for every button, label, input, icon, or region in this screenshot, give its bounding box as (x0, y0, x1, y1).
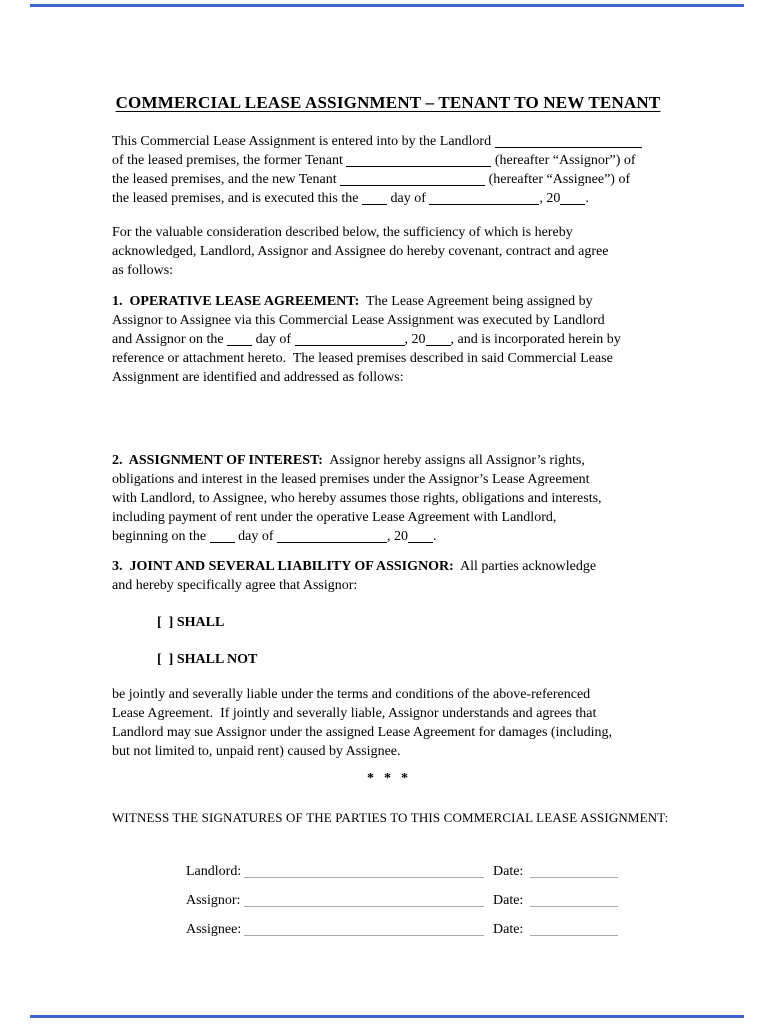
text-line (112, 576, 664, 595)
text-segment: , and is incorporated herein by (450, 332, 621, 347)
text-segment: of the leased premises, the former Tenant (112, 153, 347, 168)
liability-paragraph (112, 685, 664, 761)
assignee-date-line[interactable] (530, 925, 618, 936)
text-segment: , 20 (387, 529, 408, 544)
text-segment: but not limited to, unpaid rent) caused by Assignee. (112, 744, 401, 759)
text-segment: including payment of rent under the operative Lease Agreement with Landlord, (112, 510, 557, 525)
blank-fill-in-field[interactable] (495, 137, 642, 148)
blank-fill-in-field[interactable] (227, 335, 252, 346)
text-segment: Assignor hereby assigns all Assignor’s rights, (322, 453, 585, 468)
section-2-assignment-of-interest (112, 451, 664, 546)
assignee-signature-line[interactable] (244, 925, 484, 936)
date-label: Date: (493, 922, 524, 937)
text-line (112, 261, 664, 280)
section-3-joint-several-liability (112, 557, 664, 595)
text-segment: Landlord may sue Assignor under the assigned Lease Agreement for damages (including, (112, 725, 612, 740)
text-segment: the leased premises, and is executed this the (112, 191, 362, 206)
text-segment: . (585, 191, 589, 206)
witness-statement: WITNESS THE SIGNATURES OF THE PARTIES TO THIS COMMERCIAL LEASE ASSIGNMENT: (112, 810, 669, 825)
text-line (112, 151, 664, 170)
blank-fill-in-field[interactable] (408, 532, 433, 543)
blank-fill-in-field[interactable] (429, 194, 539, 205)
text-line (112, 368, 664, 387)
text-line (112, 349, 664, 368)
text-line (112, 242, 664, 261)
text-line (112, 685, 664, 704)
text-segment: Lease Agreement. If jointly and severally liable, Assignor understands and agrees that (112, 706, 597, 721)
text-line (112, 189, 664, 208)
text-segment: be jointly and severally liable under the terms and conditions of the above-referenced (112, 687, 591, 702)
shall-checkbox-option[interactable]: [ ] SHALL (157, 615, 225, 630)
text-segment: day of (386, 191, 430, 206)
text-segment: day of (234, 529, 277, 544)
text-line (112, 132, 664, 151)
text-segment: obligations and interest in the leased premises under the Assignor’s Lease Agreement (112, 472, 590, 487)
bold-text-segment: 3. JOINT AND SEVERAL LIABILITY OF ASSIGNOR: (112, 559, 454, 574)
blank-fill-in-field[interactable] (560, 194, 585, 205)
text-segment: Assignor to Assignee via this Commercial Lease Assignment was executed by Landlord (112, 313, 605, 328)
text-line (112, 704, 664, 723)
assignor-label: Assignor: (186, 893, 241, 908)
text-segment: (hereafter “Assignee”) of (485, 172, 631, 187)
text-segment: reference or attachment hereto. The leased premises described in said Commercial Lease (112, 351, 613, 366)
blank-fill-in-field[interactable] (210, 532, 235, 543)
text-line (112, 557, 664, 576)
blank-fill-in-field[interactable] (362, 194, 387, 205)
text-line (112, 292, 664, 311)
text-segment: with Landlord, to Assignee, who hereby assumes those rights, obligations and interests, (112, 491, 602, 506)
text-segment: , 20 (539, 191, 561, 206)
blank-fill-in-field[interactable] (426, 335, 451, 346)
text-line (112, 170, 664, 189)
blank-fill-in-field[interactable] (346, 156, 491, 167)
intro-paragraph (112, 132, 664, 208)
text-segment: . (433, 529, 437, 544)
text-line (112, 489, 664, 508)
blank-fill-in-field[interactable] (295, 335, 405, 346)
text-line (112, 223, 664, 242)
date-label: Date: (493, 893, 524, 908)
text-segment: beginning on the (112, 529, 210, 544)
text-segment: day of (252, 332, 295, 347)
text-line (112, 723, 664, 742)
landlord-label: Landlord: (186, 864, 242, 879)
text-segment: This Commercial Lease Assignment is entered into by the Landlord (112, 134, 495, 149)
section-1-operative-lease-agreement (112, 292, 664, 387)
text-line (112, 527, 664, 546)
text-line (112, 470, 664, 489)
text-segment: the leased premises, and the new Tenant (112, 172, 341, 187)
page-edge-marker-bottom (30, 1015, 744, 1018)
date-label: Date: (493, 864, 524, 879)
text-segment: , 20 (404, 332, 426, 347)
text-segment: All parties acknowledge (453, 559, 597, 574)
consideration-paragraph (112, 223, 664, 280)
text-segment: and hereby specifically agree that Assignor: (112, 578, 358, 593)
text-segment: and Assignor on the (112, 332, 228, 347)
text-segment: (hereafter “Assignor”) of (491, 153, 636, 168)
text-line (112, 311, 664, 330)
text-line (112, 451, 664, 470)
blank-fill-in-field[interactable] (277, 532, 387, 543)
text-segment: Assignment are identified and addressed as follows: (112, 370, 404, 385)
text-segment: as follows: (112, 263, 174, 278)
asterisk-divider: * * * (367, 771, 409, 786)
assignee-label: Assignee: (186, 922, 242, 937)
text-segment: For the valuable consideration described below, the sufficiency of which is hereby (112, 225, 573, 240)
bold-text-segment: 2. ASSIGNMENT OF INTEREST: (112, 453, 323, 468)
text-line (112, 742, 664, 761)
shall-not-checkbox-option[interactable]: [ ] SHALL NOT (157, 652, 258, 667)
page-edge-marker-top (30, 4, 744, 7)
signature-row-assignee (172, 901, 642, 958)
text-segment: The Lease Agreement being assigned by (359, 294, 593, 309)
text-line (112, 508, 664, 527)
text-segment: acknowledged, Landlord, Assignor and Assignee do hereby covenant, contract and agree (112, 244, 609, 259)
document-title: COMMERCIAL LEASE ASSIGNMENT – TENANT TO NEW TENANT (115, 93, 661, 112)
bold-text-segment: 1. OPERATIVE LEASE AGREEMENT: (112, 294, 360, 309)
blank-fill-in-field[interactable] (340, 175, 485, 186)
text-line (112, 330, 664, 349)
